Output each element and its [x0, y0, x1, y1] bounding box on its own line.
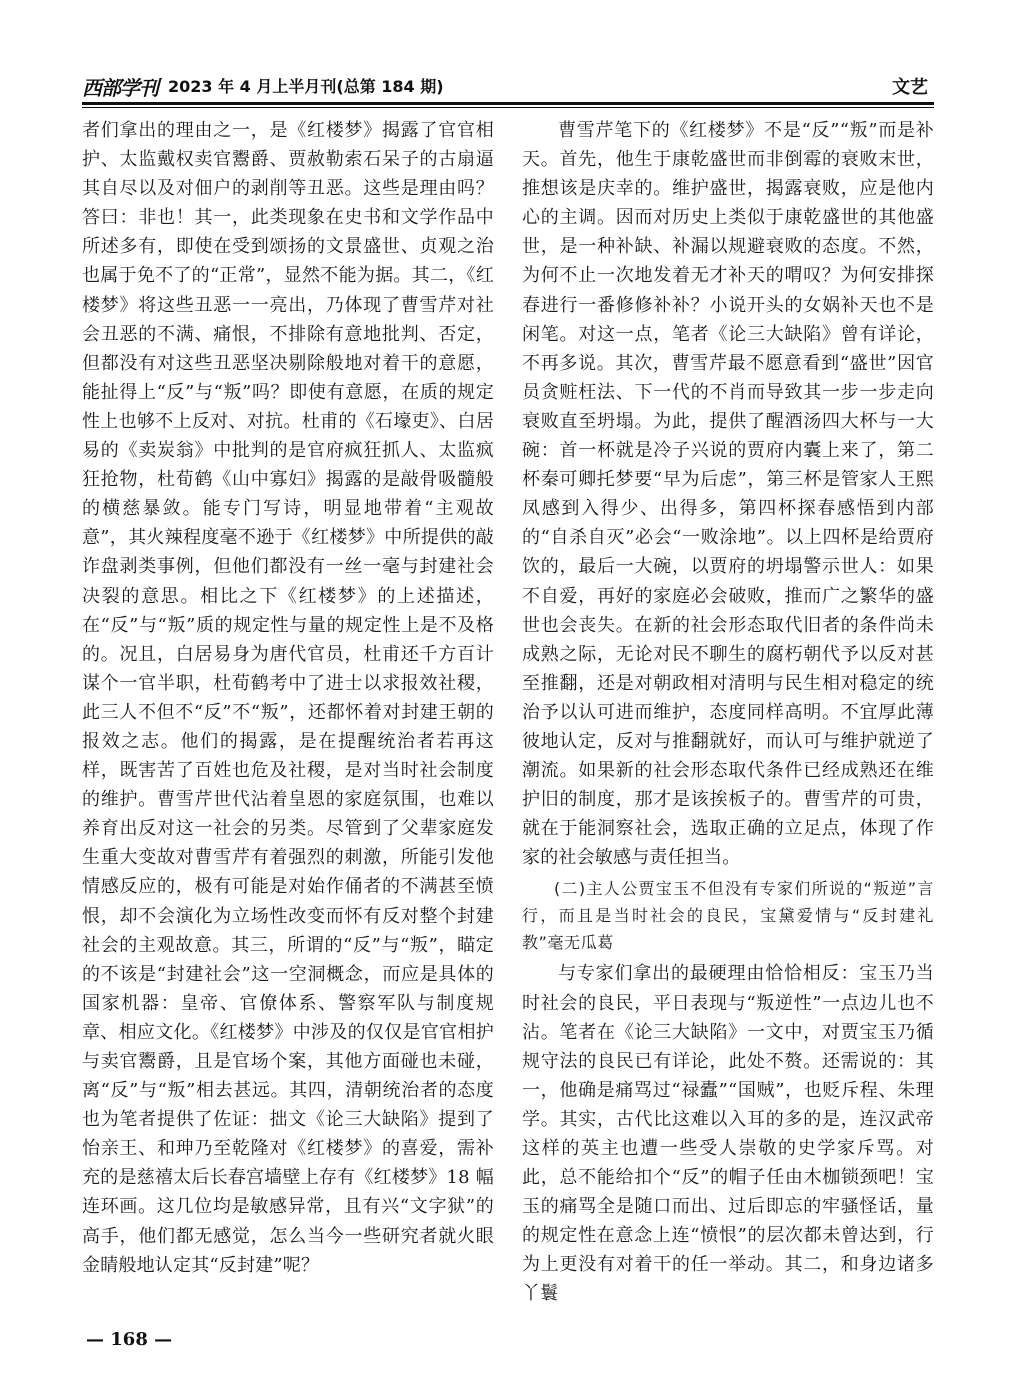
journal-logo: 西部学刊: [82, 76, 158, 100]
body-paragraph: 者们拿出的理由之一，是《红楼梦》揭露了官官相护、太监戴权卖官鬻爵、贾赦勒索石呆子的古扇逼其自尽以及对佃户的剥削等丑恶。这些是理由吗？答曰：非也！其一，此类现象在史书和文学作品中所述多有，即使在受到颂扬的文景盛世、贞观之治也属于免不了的“正常”，显然不能为据。其二，《红楼梦》将这些丑恶一一亮出，乃体现了曹雪芹对社会丑恶的不满、痛恨，不排除有意地批判、否定，但都没有对这些丑恶坚决剔除般地对着干的意愿，能扯得上“反”与“叛”吗？即使有意愿，在质的规定性上也够不上反对、对抗。杜甫的《石壕吏》、白居易的《卖炭翁》中批判的是官府疯狂抓人、太监疯狂抢物，杜荀鹤《山中寡妇》揭露的是敲骨吸髓般的横慈暴敛。能专门写诗，明显地带着“主观故意”，其火辣程度毫不逊于《红楼梦》中所提供的敲诈盘剥类事例，但他们都没有一丝一毫与封建社会决裂的意思。相比之下《红楼梦》的上述描述，在“反”与“叛”质的规定性与量的规定性上是不及格的。况且，白居易身为唐代官员，杜甫还千方百计谋个一官半职，杜荀鹤考中了进士以求报效社稷，此三人不但不“反”不“叛”，还都怀着对封建王朝的报效之志。他们的揭露，是在提醒统治者若再这样，既害苦了百姓也危及社稷，是对当时社会制度的维护。曹雪芹世代沾着皇恩的家庭氛围，也难以养育出反对这一社会的另类。尽管到了父辈家庭发生重大变故对曹雪芹有着强烈的刺激，所能引发他情感反应的，极有可能是对始作俑者的不满甚至愤恨，却不会演化为立场性改变而怀有反对整个封建社会的主观故意。其三，所谓的“反”与“叛”，瞄定的不该是“封建社会”这一空洞概念，而应是具体的国家机器：皇帝、官僚体系、警察军队与制度规章、相应文化。《红楼梦》中涉及的仅仅是官官相护与卖官鬻爵，且是官场个案，其他方面碰也未碰，离“反”与“叛”相去甚远。其四，清朝统治者的态度也为笔者提供了佐证：拙文《论三大缺陷》提到了怡亲王、和珅乃至乾隆对《红楼梦》的喜爱，需补充的是慈禧太后长春宫墙壁上存有《红楼梦》18 幅连环画。这几位均是敏感异常，且有兴“文字狱”的高手，他们都无感觉，怎么当今一些研究者就火眼金睛般地认定其“反封建”呢？: [82, 120, 494, 1276]
body-paragraph: 与专家们拿出的最硬理由恰恰相反：宝玉乃当时社会的良民，平日表现与“叛逆性”一点边儿也不沾。笔者在《论三大缺陷》一文中，对贾宝玉乃循规守法的良民已有详论，此处不赘。还需说的：其一，他确是痛骂过“禄蠹”“国贼”，也贬斥程、朱理学。其实，古代比这难以入耳的多的是，连汉武帝这样的英主也遭一些受人崇敬的史学家斥骂。对此，总不能给扣个“反”的帽子任由木枷锁颈吧！宝玉的痛骂全是随口而出、过后即忘的牢骚怪话，量的规定性在意念上连“愤恨”的层次都未曾达到，行为上更没有对着干的任一举动。其二，和身边诸多丫鬟: [522, 963, 934, 1305]
header-rule-thin: [82, 107, 934, 108]
page-number: — 168 —: [86, 1329, 173, 1350]
running-header: [82, 70, 934, 102]
header-rule-thick: [82, 102, 934, 105]
body-paragraph: 曹雪芹笔下的《红楼梦》不是“反”“叛”而是补天。首先，他生于康乾盛世而非倒霉的衰败末世，推想该是庆幸的。维护盛世，揭露衰败，应是他内心的主调。因而对历史上类似于康乾盛世的其他盛世，是一种补缺、补漏以规避衰败的态度。不然，为何不止一次地发着无才补天的喟叹？为何安排探春进行一番修修补补？小说开头的女娲补天也不是闲笔。对这一点，笔者《论三大缺陷》曾有详论，不再多说。其次，曹雪芹最不愿意看到“盛世”因官员贪赃枉法、下一代的不肖而导致其一步一步走向衰败直至坍塌。为此，提供了醒酒汤四大杯与一大碗：首一杯就是冷子兴说的贾府内囊上来了，第二杯秦可卿托梦要“早为后虑”，第三杯是管家人王熙凤感到入得少、出得多，第四杯探春感悟到内部的“自杀自灭”必会“一败涂地”。以上四杯是给贾府饮的，最后一大碗，以贾府的坍塌警示世人：如果不自爱，再好的家庭必会破败，推而广之繁华的盛世也会丧失。在新的社会形态取代旧者的条件尚未成熟之际，无论对民不聊生的腐朽朝代予以反对甚至推翻，还是对朝政相对清明与民生相对稳定的统治予以认可进而维护，态度同样高明。不宜厚此薄彼地认定，反对与推翻就好，而认可与维护就逆了潮流。如果新的社会形态取代条件已经成熟还在维护旧的制度，那才是该挨板子的。曹雪芹的可贵，就在于能洞察社会，选取正确的立足点，体现了作家的社会敏感与责任担当。: [522, 120, 934, 869]
section-title: 文艺: [892, 77, 928, 98]
right-column: [522, 116, 934, 1309]
issue-info: 2023 年 4 月上半月刊(总第 184 期): [168, 77, 444, 96]
section-subheading: (二)主人公贾宝玉不但没有专家们所说的“叛逆”言行，而且是当时社会的良民，宝黛爱情与“反封建礼教”毫无瓜葛: [522, 879, 934, 953]
left-column: [82, 116, 494, 1280]
